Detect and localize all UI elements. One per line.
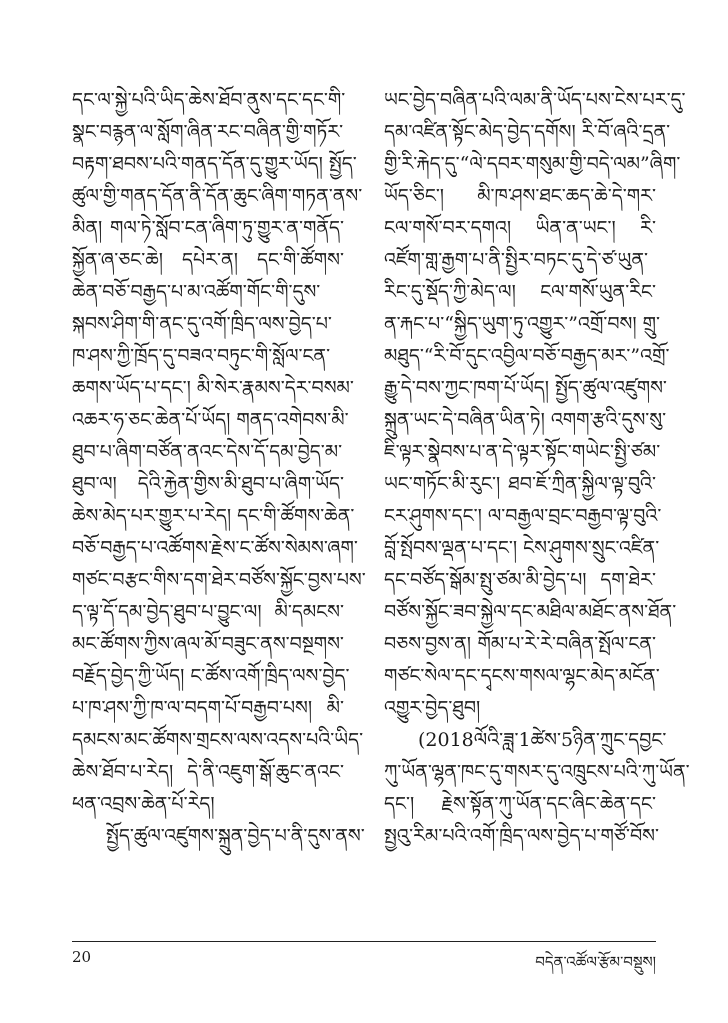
text-line: ན་རྐང་པ་“སྐྱིད་ཡུག་ཏུ་འགྱུར་”འགྲོ་བས། གྲུ་	[384, 313, 660, 335]
text-line: ཡང་བྱེད་བཞིན་པའི་ལམ་ནི་ཡོད་པས་ངེས་པར་དུ་	[384, 89, 686, 111]
right-column	[384, 84, 690, 914]
footer-rule	[72, 941, 656, 942]
text-line: སྐྱོན་ཞ་ཅང་ཆེ། དཔེར་ན། དང་གི་ཚོགས་	[72, 249, 344, 271]
text-line: ཐུབ་ལ། དེའི་རྐྱེན་གྱིས་མི་ཐུབ་པ་ཞིག་ཡོད་	[72, 473, 344, 495]
text-line: རིང་དུ་སྡོད་ཀྱི་མེད་ལ། ངལ་གསོ་ཡུན་རིང་	[384, 281, 656, 303]
text-line: དང་། རྗེས་སྟོན་ཀུ་ཡོན་དང་ཞིང་ཆེན་དང་	[384, 793, 656, 815]
text-line: འཆར་ཧ་ཅང་ཆེན་པོ་ཡོད། གནད་འགེབས་མི་	[72, 409, 349, 431]
text-line: ཐུབ་པ་ཞིག་བཙོན་ནའང་དེས་དོ་དམ་བྱེད་མ་	[72, 441, 343, 463]
text-line: ཁ་ཤས་ཀྱི་ཁྲོད་དུ་བཟའ་བཏུང་གི་སློལ་ངན་	[72, 345, 331, 367]
text-line: དམ་འཛིན་སྟོང་མེད་བྱེད་དགོས། རི་བོ་ཞའི་དྲན་	[384, 121, 671, 143]
text-line: ཡོད་ཅིང་། མི་ཁ་ཤས་ཐང་ཆད་ཆེ་དེ་གར་	[384, 185, 656, 207]
text-line: སྤྱོད་ཚུལ་འཛུགས་སྐྲུན་བྱེད་པ་ནི་དུས་ནས་	[106, 825, 365, 847]
text-line: འགྱུར་བྱེད་ཐུབ།	[384, 697, 481, 719]
text-line: (2018ལོའི་ཟླ་1ཚེས་5ཉིན་ཀྲུང་དབྱང་	[418, 729, 667, 751]
text-line: བརྟག་ཐབས་པའི་གནད་དོན་དུ་གྱུར་ཡོད། སྤྱོད་	[72, 153, 357, 175]
text-line: འཛོག་གླ་རྒྱག་པ་ནི་སྤྱིར་བཏང་དུ་དེ་ཙ་ཡུན་	[384, 249, 648, 271]
text-line: ད་ལྟ་དོ་དམ་བྱེད་ཐུབ་པ་བྱུང་ལ། མི་དམངས་	[72, 601, 344, 623]
text-line: དང་ལ་སྐྱེ་པའི་ཡིད་ཆེས་ཐོབ་ནུས་དང་དང་གི་	[72, 89, 346, 111]
text-line: མིན། གལ་ཏེ་སློབ་ངན་ཞིག་ཏུ་གྱུར་ན་གནོད་	[72, 217, 344, 239]
text-line: བཙོས་སྐྱོང་ཟབ་སྐྱེལ་དང་མཐིལ་མཐོང་ནས་ཐོན་	[384, 601, 677, 623]
text-line: ཆགས་ཡོད་པ་དང་། མི་སེར་རྣམས་དེར་བསམ་	[72, 377, 354, 399]
text-line: གཙང་སེལ་དང་དྭངས་གསལ་ལྷང་མེད་མངོན་	[384, 665, 660, 687]
text-line: བརྗོད་བྱེད་ཀྱི་ཡོད། ང་ཚོས་འགོ་ཁྲིད་ལས་བྱེད་	[72, 665, 350, 687]
text-line: ཀུ་ཡོན་ལྷན་ཁང་དུ་གསར་དུ་འཁྲུངས་པའི་ཀུ་ཡོན་	[384, 761, 690, 783]
text-line: དམངས་མང་ཚོགས་གྲངས་ལས་འདས་པའི་ཡིད་	[72, 729, 364, 751]
text-line: ཆེས་ཐོབ་པ་རེད། དེ་ནི་འཇུག་སྒོ་ཆུང་ནའང་	[72, 761, 344, 783]
text-line: ཚུལ་གྱི་གནད་དོན་ནི་དོན་ཆུང་ཞིག་གཏན་ནས་	[72, 185, 363, 207]
page-number: 20	[72, 948, 92, 966]
text-line: སྐྲུན་ཡང་དེ་བཞིན་ཡིན་ཏེ། འགག་རྩའི་དུས་སུ་	[384, 409, 667, 431]
text-line: སྐབས་ཤིག་གི་ནང་དུ་འགོ་ཁྲིད་ལས་བྱེད་པ་	[72, 313, 332, 335]
text-line: མཐུད་“རི་བོ་དུང་འབྱིལ་བཅོ་བརྒྱད་མར་”འགྲོ་	[384, 345, 670, 367]
text-line: བཅོ་བརྒྱད་པ་འཚོགས་རྗེས་ང་ཚོས་སེམས་ཞག་	[72, 537, 358, 559]
text-line: ངལ་གསོ་བར་དགའ། ཡིན་ན་ཡང་། རི་	[384, 217, 656, 239]
text-line: རྒྱུ་དེ་བས་ཀྱང་ཁག་པོ་ཡོད། སྤྱོད་ཚུལ་འཛུགས་	[384, 377, 667, 399]
text-line: ཆེས་མེད་པར་གྱུར་པ་རེད། དང་གི་ཚོགས་ཆེན་	[72, 505, 355, 527]
text-line: སྤྱའུ་རིམ་པའི་འགོ་ཁྲིད་ལས་བྱེད་པ་གཙོ་བོས་	[384, 825, 659, 847]
text-line: གྱི་རི་རྐེད་དུ་“ལེ་དབར་གསུམ་གྱི་བདེ་ལམ”ཞིག་	[384, 153, 681, 175]
text-line: གཙང་བརྩང་གིས་དག་ཐེར་བཙོས་སྐྱོང་བྱས་པས་	[72, 569, 366, 591]
text-line: ཕན་འབྲས་ཆེན་པོ་རེད།	[72, 793, 215, 815]
text-line: ངར་ཤུགས་དང་། ལ་བརྒྱལ་བྲང་བརྒྱབ་ལྟ་བུའི་	[384, 505, 662, 527]
text-line: ཡང་གཏོང་མི་རུང་། ཐབ་ཇོ་ཀྲིན་སྐྱིལ་ལྟ་བུའི་	[384, 473, 656, 495]
text-line: དང་བཙོད་སྒོམ་སྤུ་ཙམ་མི་བྱེད་པ། དག་ཐེར་	[384, 569, 656, 591]
text-line: མང་ཚོགས་ཀྱིས་ཞལ་མོ་བཟུང་ནས་བསྔགས་	[72, 633, 344, 655]
running-footer-title: བདེན་འཚོལ་རྩོམ་བསྡུས།	[535, 953, 656, 971]
text-line: ཆེན་བཅོ་བརྒྱད་པ་མ་འཚོག་གོང་གི་དུས་	[72, 281, 321, 303]
text-line: སྣང་བརྙན་ལ་སློག་ཞིན་རང་བཞིན་གྱི་གཏོར་	[72, 121, 344, 143]
left-column	[72, 84, 366, 914]
text-line: བློ་སྤོབས་ལྡན་པ་དང་། ངེས་ཤུགས་སྲུང་འཛིན་	[384, 537, 660, 559]
text-line: བཅས་བྱས་ན། གོམ་པ་རེ་རེ་བཞིན་སྤོལ་ངན་	[384, 633, 656, 655]
text-line: པ་ཁ་ཤས་ཀྱི་ཁ་ལ་བདག་པོ་བརྒྱབ་པས། མི་	[72, 697, 344, 719]
text-line: ཇི་ལྟར་སྣེབས་པ་ན་དེ་ལྟར་སྟོང་གཡེང་སྤྱི་ཙམ་	[384, 441, 661, 463]
